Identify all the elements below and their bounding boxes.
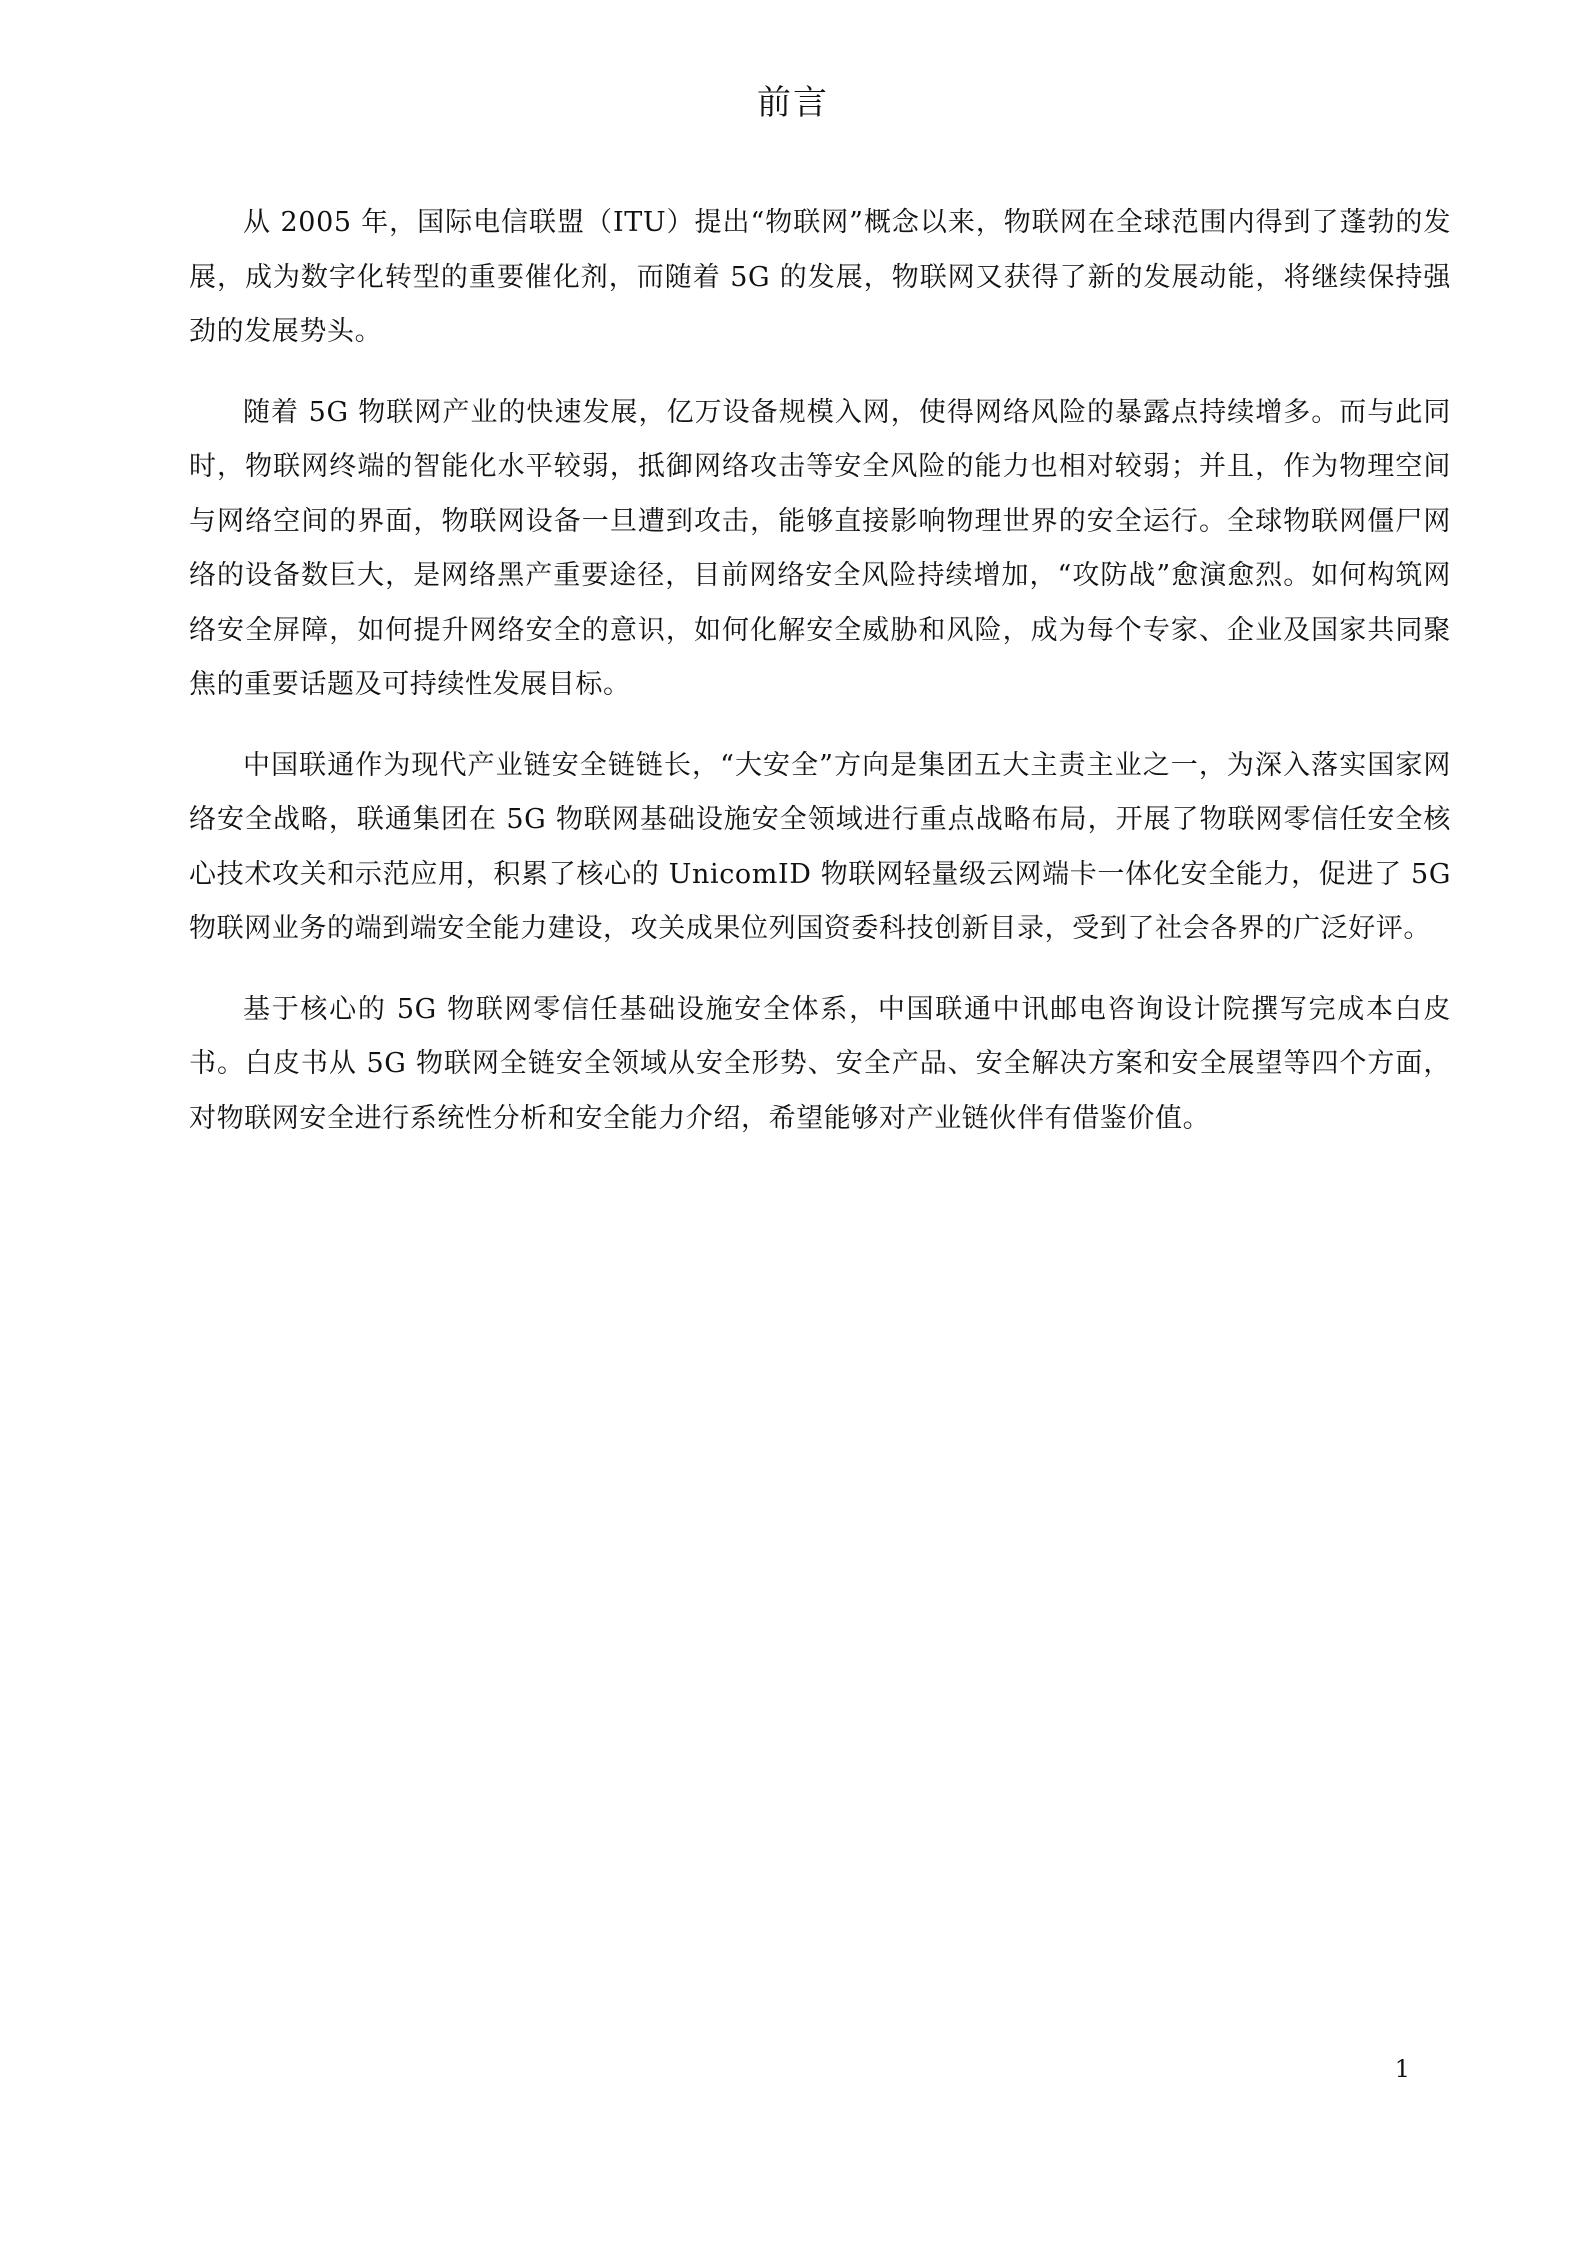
paragraph-4: 基于核心的 5G 物联网零信任基础设施安全体系，中国联通中讯邮电咨询设计院撰写完成本白皮书。白皮书从 5G 物联网全链安全领域从安全形势、安全产品、安全解决方案和安全展望等四个方面，对物联网安全进行系统性分析和安全能力介绍，希望能够对产业链伙伴有借鉴价值。: [189, 993, 1451, 1134]
paragraph-3: 中国联通作为现代产业链安全链链长，“大安全”方向是集团五大主责主业之一，为深入落实国家网络安全战略，联通集团在 5G 物联网基础设施安全领域进行重点战略布局，开展了物联网零信任安全核心技术攻关和示范应用，积累了核心的 UnicomID 物联网轻量级云网端卡一体化安全能力，促进了 5G 物联网业务的端到端安全能力建设，攻关成果位列国资委科技创新目录，受到了社会各界的广泛好评。: [189, 749, 1451, 944]
paragraph-1: 从 2005 年，国际电信联盟（ITU）提出“物联网”概念以来，物联网在全球范围内得到了蓬勃的发展，成为数字化转型的重要催化剂，而随着 5G 的发展，物联网又获得了新的发展动能，将继续保持强劲的发展势头。: [189, 207, 1451, 347]
document-body: [189, 196, 1451, 1172]
page-number: 1: [1394, 2055, 1410, 2083]
paragraph-2: 随着 5G 物联网产业的快速发展，亿万设备规模入网，使得网络风险的暴露点持续增多。而与此同时，物联网终端的智能化水平较弱，抵御网络攻击等安全风险的能力也相对较弱；并且，作为物理空间与网络空间的界面，物联网设备一旦遭到攻击，能够直接影响物理世界的安全运行。全球物联网僵尸网络的设备数巨大，是网络黑产重要途径，目前网络安全风险持续增加，“攻防战”愈演愈烈。如何构筑网络安全屏障，如何提升网络安全的意识，如何化解安全威胁和风险，成为每个专家、企业及国家共同聚焦的重要话题及可持续性发展目标。: [189, 396, 1451, 700]
page-title: 前言: [757, 83, 829, 123]
